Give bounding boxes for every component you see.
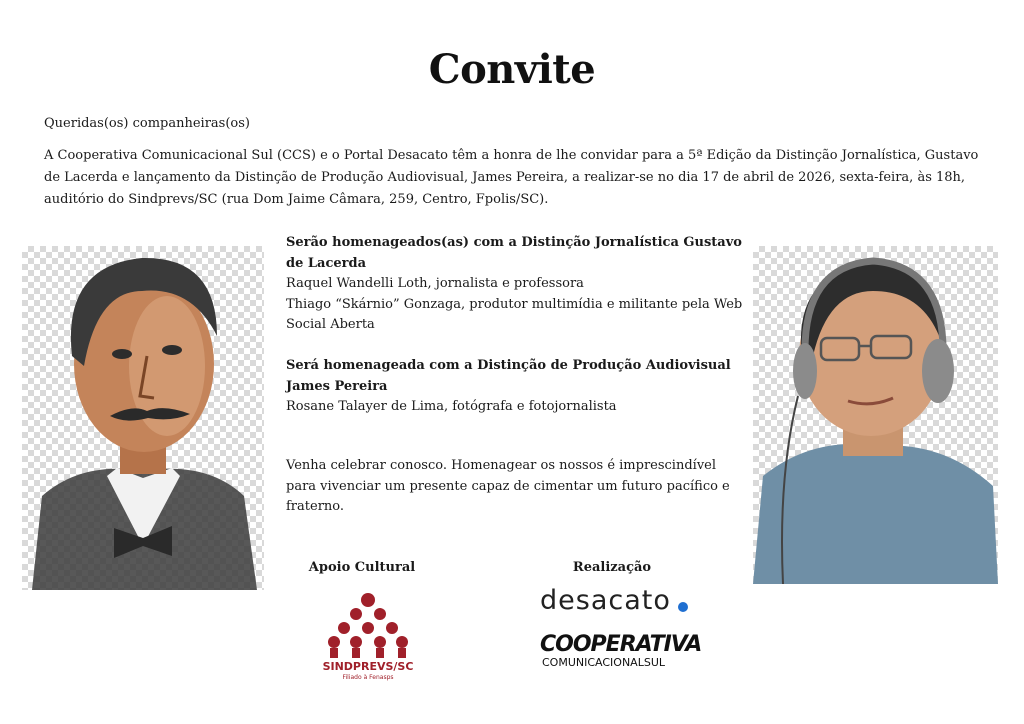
greeting: Queridas(os) companheiras(os) bbox=[44, 116, 250, 131]
portrait-gustavo-de-lacerda bbox=[22, 246, 264, 590]
portrait-james-pereira bbox=[753, 246, 998, 584]
closing-paragraph: Venha celebrar conosco. Homenagear os nossos é imprescindível para vivenciar um presente capaz de cimentar um futuro pacífico e fraterno. bbox=[286, 458, 730, 514]
sindprevs-subtitle: Filiado à Fenasps bbox=[342, 674, 394, 681]
realization-label: Realização bbox=[572, 560, 652, 575]
honoree-2: Thiago “Skárnio” Gonzaga, produtor multimídia e militante pela Web Social Aberta bbox=[286, 296, 743, 332]
sindprevs-name: SINDPREVS/SC bbox=[322, 660, 414, 673]
honorees-section bbox=[286, 233, 746, 336]
cooperativa-logo: COOPERATIVA bbox=[540, 632, 702, 657]
cooperativa-subtitle: COMUNICACIONALSUL bbox=[542, 656, 665, 669]
sindprevs-logo-icon bbox=[326, 592, 410, 658]
audiovisual-section bbox=[286, 356, 746, 418]
support-label: Apoio Cultural bbox=[308, 560, 416, 575]
page-title: Convite bbox=[428, 46, 596, 93]
honorees-heading: Serão homenageados(as) com a Distinção Jornalística Gustavo de Lacerda bbox=[286, 235, 742, 271]
audiovisual-heading: Será homenageada com a Distinção de Produção Audiovisual James Pereira bbox=[286, 358, 731, 394]
desacato-logo: desacato bbox=[540, 585, 671, 616]
intro-paragraph: A Cooperativa Comunicacional Sul (CCS) e o Portal Desacato têm a honra de lhe convidar para a 5ª Edição da Distinção Jornalística, Gustavo de Lacerda e lançamento da Distinção de Produção Audiovisual, James Pereira, a realizar-se no dia 17 de abril de 2026, sexta-feira, às 18h, auditório do Sindprevs/SC (rua Dom Jaime Câmara, 259, Centro, Fpolis/SC). bbox=[44, 148, 979, 207]
honoree-1: Raquel Wandelli Loth, jornalista e professora bbox=[286, 276, 584, 291]
desacato-dot-icon bbox=[678, 602, 688, 612]
audiovisual-honoree-1: Rosane Talayer de Lima, fotógrafa e fotojornalista bbox=[286, 399, 617, 414]
